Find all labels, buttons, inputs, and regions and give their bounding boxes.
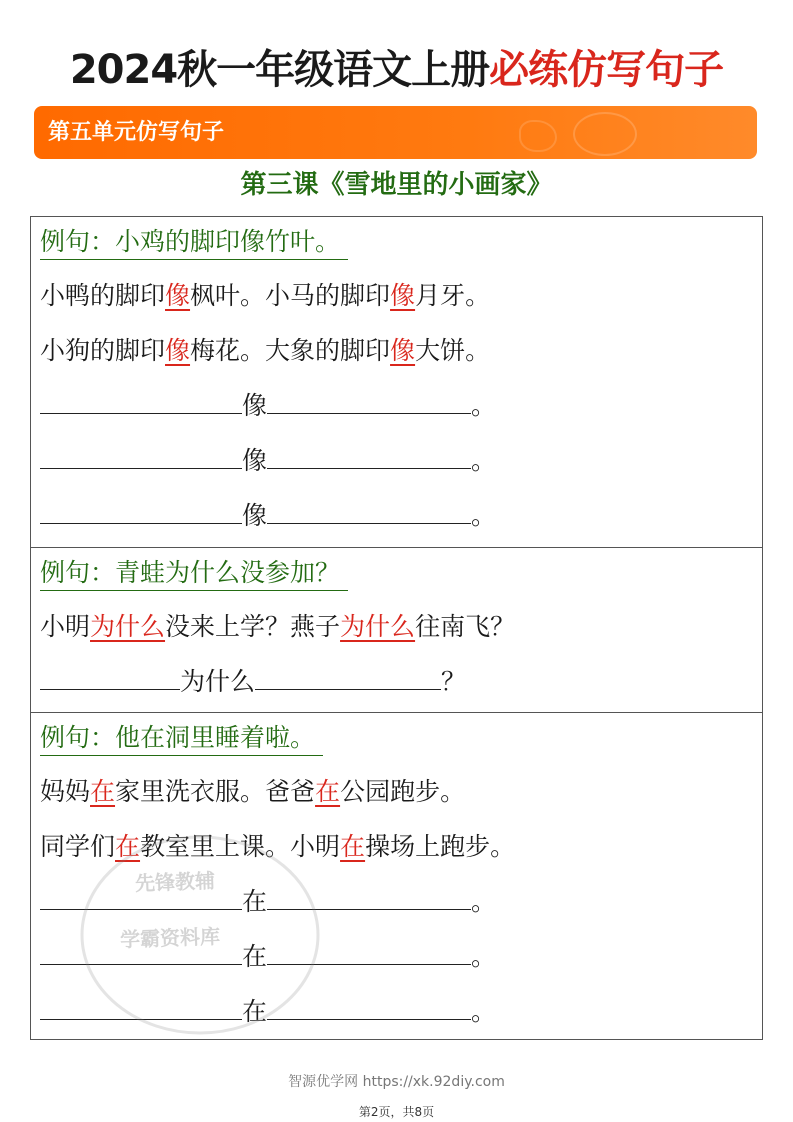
decoration-icon — [519, 120, 557, 152]
title-highlight: 必练仿写句子 — [489, 47, 724, 93]
fill-in-line — [40, 938, 496, 976]
unit-banner — [34, 106, 757, 159]
example-sentence — [40, 719, 323, 757]
answer-blank[interactable] — [40, 995, 242, 1020]
fill-in-line — [40, 663, 466, 701]
unit-title: 第五单元仿写句子 — [48, 120, 225, 145]
exercise-section-3 — [31, 712, 762, 1040]
example-text: 例句：青蛙为什么没参加？ — [40, 556, 348, 591]
keyword: 像 — [390, 336, 416, 365]
punctuation: 。 — [471, 887, 497, 916]
watermark-text: 学霸资料库 — [119, 924, 221, 952]
punctuation: 。 — [471, 501, 497, 530]
answer-blank[interactable] — [40, 885, 242, 910]
sentence-part: 妈妈 — [40, 777, 91, 806]
answer-blank[interactable] — [267, 389, 471, 414]
punctuation: 。 — [471, 391, 497, 420]
keyword: 在 — [340, 832, 366, 861]
blank-keyword: 像 — [242, 501, 268, 530]
sample-sentence — [40, 773, 465, 811]
fill-in-line — [40, 883, 496, 921]
answer-blank[interactable] — [40, 499, 242, 524]
fill-in-line — [40, 497, 496, 535]
blank-keyword: 在 — [242, 997, 268, 1026]
fill-in-line — [40, 387, 496, 425]
page-number: 第2页，共8页 — [358, 1105, 435, 1119]
fill-in-line — [40, 993, 496, 1031]
keyword: 为什么 — [340, 612, 416, 641]
lesson-title: 第三课《雪地里的小画家》 — [240, 170, 553, 200]
sample-sentence — [40, 332, 490, 370]
title-main: 2024秋一年级语文上册 — [69, 47, 490, 93]
sentence-part: 教室里上课。小明 — [140, 832, 341, 861]
keyword: 在 — [315, 777, 341, 806]
page-title — [0, 40, 793, 100]
keyword: 像 — [390, 281, 416, 310]
sample-sentence — [40, 608, 515, 646]
sentence-part: 月牙。 — [415, 281, 491, 310]
answer-blank[interactable] — [40, 389, 242, 414]
sentence-part: 没来上学？燕子 — [165, 612, 341, 641]
blank-keyword: 像 — [242, 446, 268, 475]
sentence-part: 小明 — [40, 612, 91, 641]
blank-keyword: 为什么 — [180, 667, 256, 696]
sentence-part: 小狗的脚印 — [40, 336, 166, 365]
punctuation: 。 — [471, 446, 497, 475]
exercise-section-1 — [31, 217, 762, 547]
answer-blank[interactable] — [267, 499, 471, 524]
sentence-part: 同学们 — [40, 832, 116, 861]
keyword: 在 — [115, 832, 141, 861]
sample-sentence — [40, 828, 515, 866]
example-sentence — [40, 554, 348, 592]
blank-keyword: 在 — [242, 942, 268, 971]
sentence-part: 梅花。大象的脚印 — [190, 336, 391, 365]
watermark-text: 先锋教辅 — [134, 868, 216, 896]
punctuation: 。 — [471, 997, 497, 1026]
example-text: 例句：小鸡的脚印像竹叶。 — [40, 225, 348, 260]
sentence-part: 公园跑步。 — [340, 777, 466, 806]
answer-blank[interactable] — [40, 444, 242, 469]
keyword: 像 — [165, 281, 191, 310]
footer-site: 智源优学网 https://xk.92diy.com — [288, 1074, 505, 1090]
sentence-part: 枫叶。小马的脚印 — [190, 281, 391, 310]
answer-blank[interactable] — [267, 444, 471, 469]
keyword: 在 — [90, 777, 116, 806]
keyword: 像 — [165, 336, 191, 365]
exercise-box — [30, 216, 763, 1040]
answer-blank[interactable] — [40, 940, 242, 965]
blank-keyword: 像 — [242, 391, 268, 420]
answer-blank[interactable] — [40, 665, 180, 690]
answer-blank[interactable] — [267, 940, 471, 965]
example-text: 例句：他在洞里睡着啦。 — [40, 721, 323, 756]
punctuation: ？ — [441, 667, 467, 696]
fill-in-line — [40, 442, 496, 480]
sentence-part: 小鸭的脚印 — [40, 281, 166, 310]
answer-blank[interactable] — [267, 885, 471, 910]
sentence-part: 往南飞？ — [415, 612, 516, 641]
sentence-part: 操场上跑步。 — [365, 832, 516, 861]
decoration-icon — [573, 112, 637, 156]
sentence-part: 大饼。 — [415, 336, 491, 365]
exercise-section-2 — [31, 547, 762, 713]
answer-blank[interactable] — [267, 995, 471, 1020]
example-sentence — [40, 223, 348, 261]
punctuation: 。 — [471, 942, 497, 971]
keyword: 为什么 — [90, 612, 166, 641]
blank-keyword: 在 — [242, 887, 268, 916]
sample-sentence — [40, 277, 490, 315]
sentence-part: 家里洗衣服。爸爸 — [115, 777, 316, 806]
answer-blank[interactable] — [255, 665, 441, 690]
